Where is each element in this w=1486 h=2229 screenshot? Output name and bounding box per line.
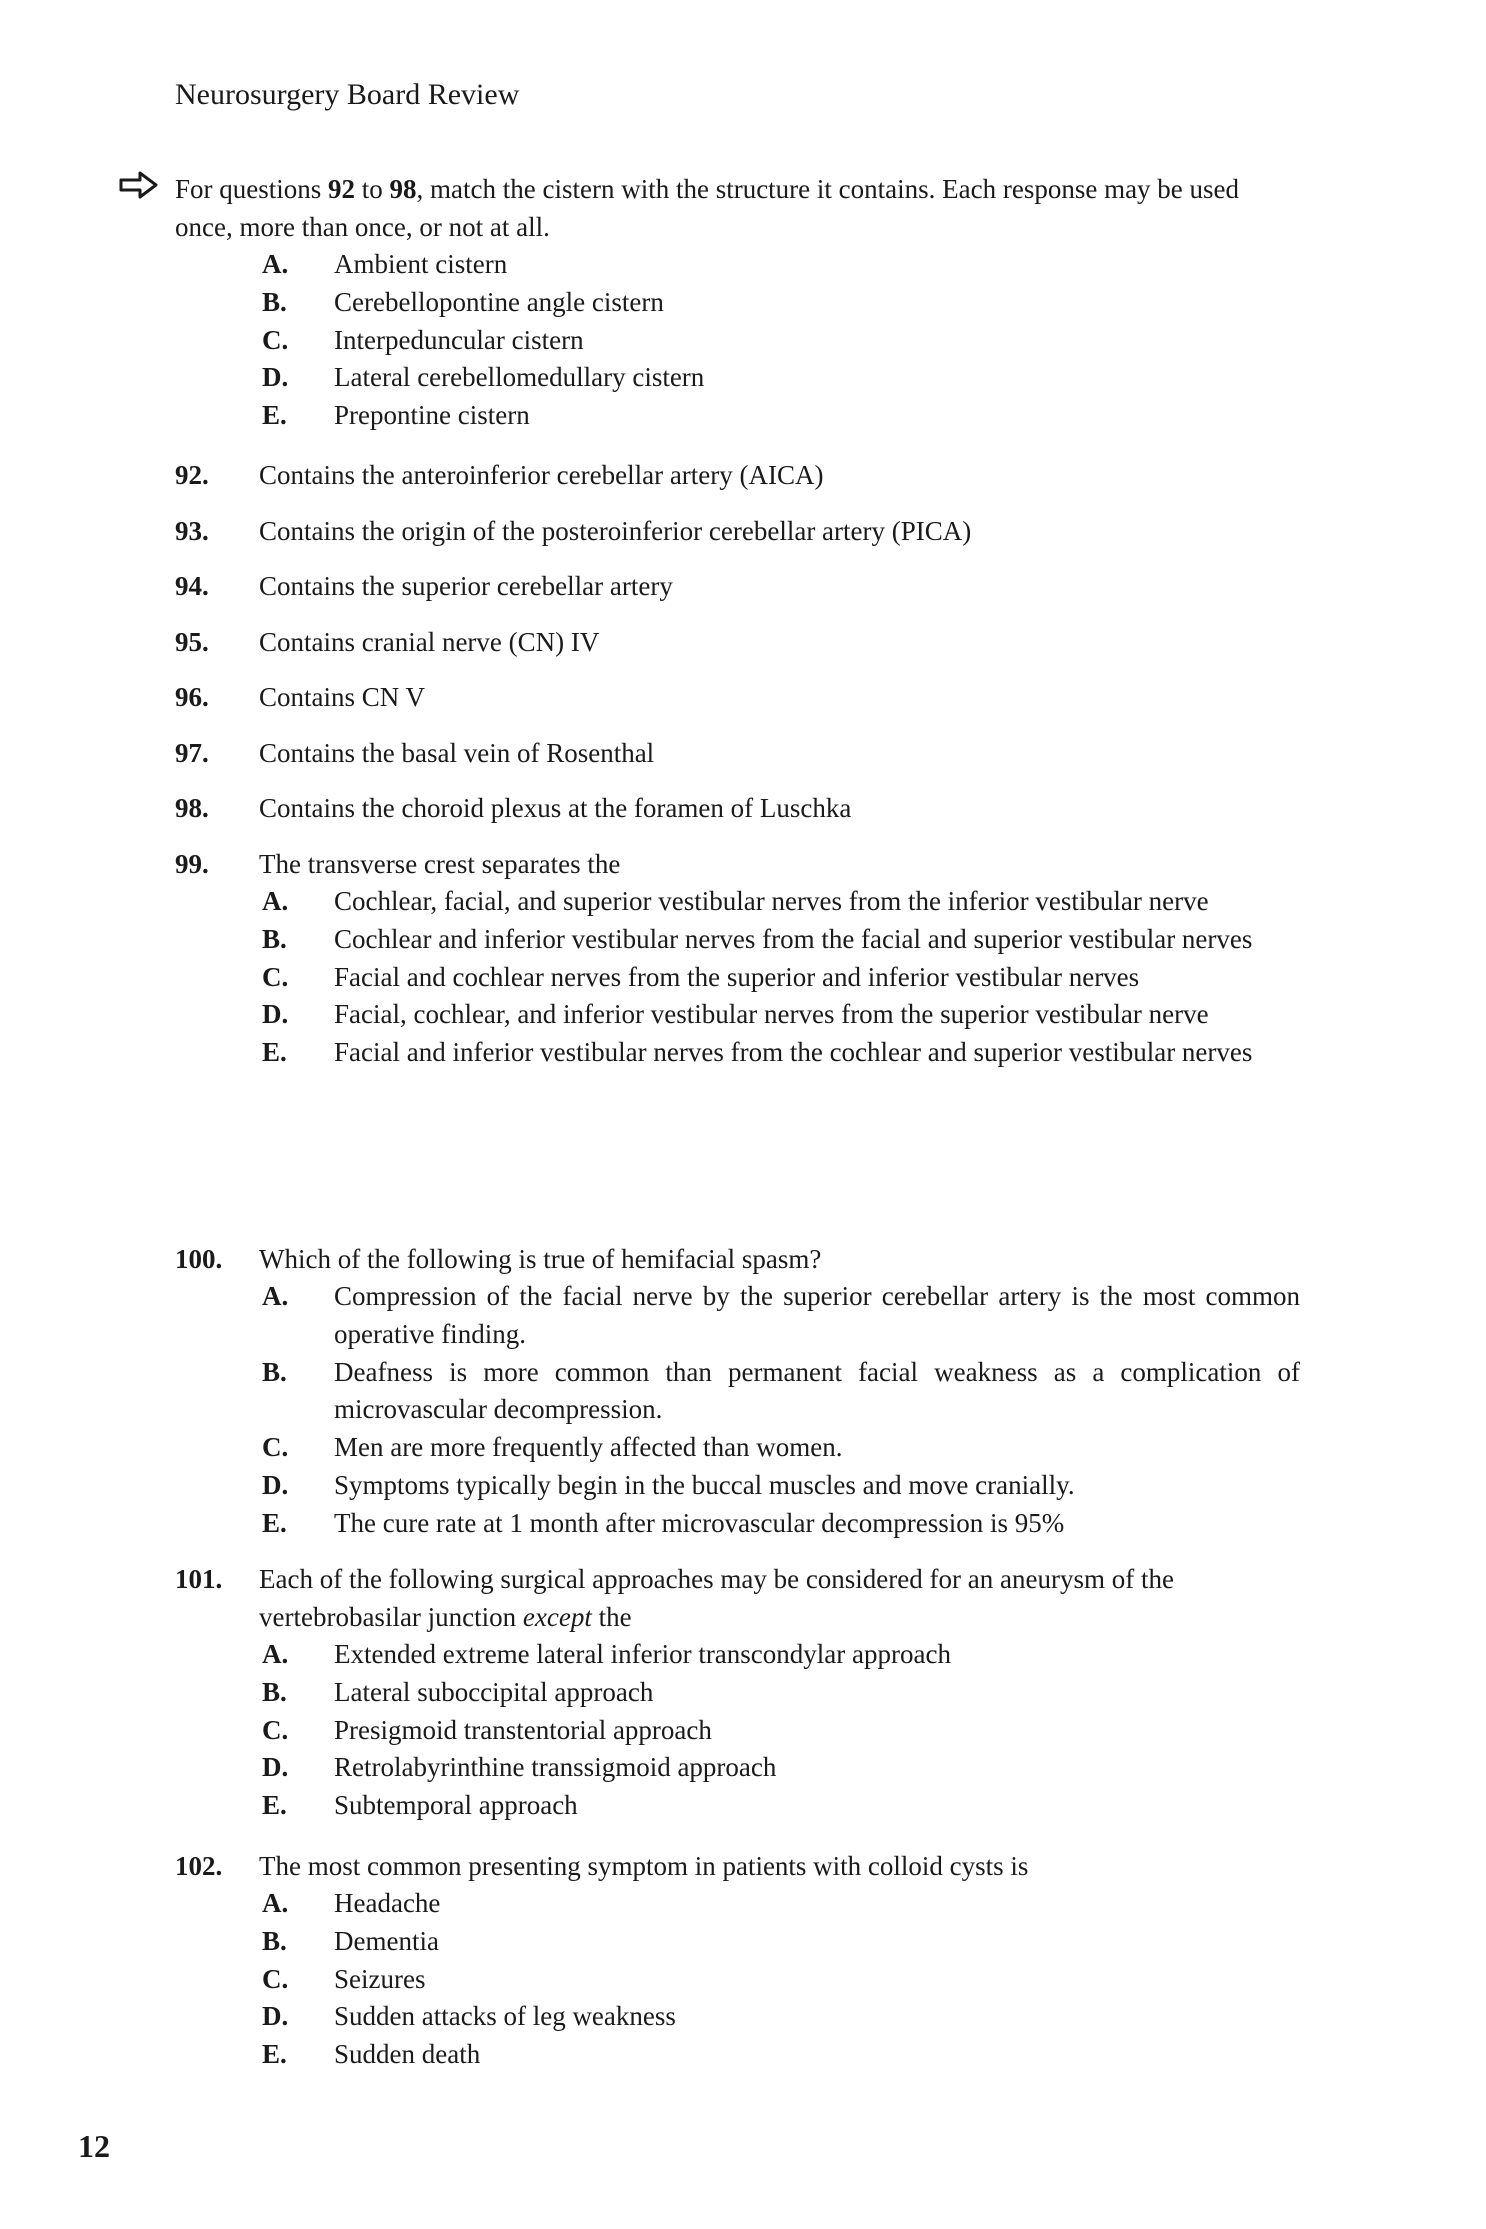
option-letter: A. xyxy=(262,249,289,279)
option-letter: B. xyxy=(262,1356,287,1387)
option-letter: D. xyxy=(262,362,289,393)
option-text: Sudden death xyxy=(334,2039,481,2070)
option-item xyxy=(262,284,1300,322)
question-93 xyxy=(175,512,1300,550)
option-item xyxy=(262,246,1300,284)
option-letter: E. xyxy=(262,1507,287,1538)
question-text: Contains the basal vein of Rosenthal xyxy=(259,738,655,768)
option-item xyxy=(262,959,1300,997)
answer-options xyxy=(262,883,1300,1072)
question-number: 92. xyxy=(175,460,209,490)
option-item xyxy=(262,1278,1300,1354)
option-text: Presigmoid transtentorial approach xyxy=(334,1714,712,1745)
option-item xyxy=(262,1961,1300,1999)
question-number: 102. xyxy=(175,1851,223,1881)
option-item xyxy=(262,1885,1300,1923)
answer-options xyxy=(262,1636,1300,1825)
option-letter: A. xyxy=(262,1639,289,1669)
question-95 xyxy=(175,623,1300,661)
option-text: Headache xyxy=(334,1888,441,1918)
option-text: Interpeduncular cistern xyxy=(334,324,584,355)
question-98 xyxy=(175,789,1300,827)
question-number: 99. xyxy=(175,849,209,879)
question-text: Contains cranial nerve (CN) IV xyxy=(259,627,600,657)
option-text: Dementia xyxy=(334,1925,439,1956)
option-text: The cure rate at 1 month after microvascular decompression is 95% xyxy=(334,1507,1065,1538)
answer-options xyxy=(262,1278,1300,1543)
option-text: Lateral cerebellomedullary cistern xyxy=(334,362,705,393)
option-item xyxy=(262,1034,1300,1072)
option-letter: B. xyxy=(262,1925,287,1956)
option-item xyxy=(262,996,1300,1034)
option-text: Symptoms typically begin in the buccal muscles and move cranially. xyxy=(334,1469,1075,1500)
question-range-end: 98 xyxy=(389,174,417,204)
option-item xyxy=(262,1712,1300,1750)
option-letter: B. xyxy=(262,286,287,317)
question-94 xyxy=(175,567,1300,605)
question-emphasis: except xyxy=(522,1602,592,1632)
option-letter: D. xyxy=(262,1752,289,1783)
question-92 xyxy=(175,456,1300,494)
question-text: Contains the origin of the posteroinferior cerebellar artery (PICA) xyxy=(259,516,972,546)
question-99 xyxy=(175,845,1300,1072)
option-text: Cochlear, facial, and superior vestibular nerves from the inferior vestibular nerve xyxy=(334,886,1209,916)
question-number: 101. xyxy=(175,1564,223,1594)
option-text: Facial, cochlear, and inferior vestibular nerves from the superior vestibular nerve xyxy=(334,999,1209,1030)
question-97 xyxy=(175,734,1300,772)
option-item xyxy=(262,322,1300,360)
answer-options xyxy=(262,1885,1300,2074)
option-letter: C. xyxy=(262,961,289,992)
option-text: Cochlear and inferior vestibular nerves from the facial and superior vestibular nerves xyxy=(334,923,1253,954)
option-text: Compression of the facial nerve by the superior cerebellar artery is the most common operative finding. xyxy=(334,1281,1300,1349)
question-text: The transverse crest separates the xyxy=(259,849,621,879)
option-text: Ambient cistern xyxy=(334,249,508,279)
option-letter: B. xyxy=(262,1676,287,1707)
question-number: 95. xyxy=(175,627,209,657)
instruction-suffix: , match the cistern with the structure it contains. Each response may be used once, more than once, or not at all. xyxy=(175,174,1240,242)
question-text: Contains CN V xyxy=(259,682,426,712)
question-101 xyxy=(175,1560,1300,1825)
option-item xyxy=(262,1467,1300,1505)
matching-instructions xyxy=(175,170,1300,435)
option-letter: C. xyxy=(262,324,289,355)
option-item xyxy=(262,1674,1300,1712)
option-text: Seizures xyxy=(334,1963,426,1994)
matching-options xyxy=(262,246,1300,435)
instruction-prefix: For questions xyxy=(175,174,329,204)
option-letter: C. xyxy=(262,1963,289,1994)
option-item xyxy=(262,397,1300,435)
question-text: The most common presenting symptom in patients with colloid cysts is xyxy=(259,1851,1029,1881)
running-header: Neurosurgery Board Review xyxy=(175,78,520,111)
option-text: Lateral suboccipital approach xyxy=(334,1676,654,1707)
question-number: 96. xyxy=(175,682,209,712)
option-letter: A. xyxy=(262,886,289,916)
option-text: Extended extreme lateral inferior transcondylar approach xyxy=(334,1639,951,1669)
option-letter: A. xyxy=(262,1888,289,1918)
question-text: Which of the following is true of hemifacial spasm? xyxy=(259,1244,822,1274)
instruction-middle: to xyxy=(355,174,390,204)
option-item xyxy=(262,1429,1300,1467)
option-letter: A. xyxy=(262,1281,289,1311)
question-range-start: 92 xyxy=(328,174,356,204)
option-item xyxy=(262,1505,1300,1543)
option-item xyxy=(262,2036,1300,2074)
question-number: 97. xyxy=(175,738,209,768)
question-number: 100. xyxy=(175,1244,223,1274)
option-letter: B. xyxy=(262,923,287,954)
question-text xyxy=(259,1560,1300,1636)
option-item xyxy=(262,1998,1300,2036)
option-text: Retrolabyrinthine transsigmoid approach xyxy=(334,1752,777,1783)
option-letter: C. xyxy=(262,1432,289,1463)
option-letter: D. xyxy=(262,2001,289,2032)
question-number: 93. xyxy=(175,516,209,546)
option-text: Sudden attacks of leg weakness xyxy=(334,2001,676,2032)
option-item xyxy=(262,1354,1300,1430)
question-number: 94. xyxy=(175,571,209,601)
option-text: Facial and cochlear nerves from the superior and inferior vestibular nerves xyxy=(334,961,1140,992)
option-letter: E. xyxy=(262,2039,287,2070)
option-text: Deafness is more common than permanent facial weakness as a complication of microvascular decompression. xyxy=(334,1356,1300,1425)
question-text-start: Each of the following surgical approaches may be considered for an aneurysm of the vertebrobasilar junction xyxy=(259,1564,1174,1632)
option-text: Subtemporal approach xyxy=(334,1790,578,1821)
question-number: 98. xyxy=(175,793,209,823)
option-letter: E. xyxy=(262,1037,287,1068)
option-text: Cerebellopontine angle cistern xyxy=(334,286,664,317)
option-letter: D. xyxy=(262,1469,289,1500)
option-text: Men are more frequently affected than women. xyxy=(334,1432,843,1463)
question-text-end: the xyxy=(591,1602,632,1632)
option-text: Facial and inferior vestibular nerves from the cochlear and superior vestibular nerves xyxy=(334,1037,1253,1068)
option-letter: E. xyxy=(262,1790,287,1821)
option-item xyxy=(262,359,1300,397)
option-item xyxy=(262,1749,1300,1787)
question-102 xyxy=(175,1847,1300,2074)
page-number: 12 xyxy=(78,2128,110,2164)
question-100 xyxy=(175,1240,1300,1543)
option-letter: D. xyxy=(262,999,289,1030)
option-item xyxy=(262,921,1300,959)
question-text: Contains the superior cerebellar artery xyxy=(259,571,673,601)
option-text: Prepontine cistern xyxy=(334,400,530,431)
option-item xyxy=(262,1636,1300,1674)
option-item xyxy=(262,1923,1300,1961)
option-letter: E. xyxy=(262,400,287,431)
question-text: Contains the anteroinferior cerebellar artery (AICA) xyxy=(259,460,824,490)
option-letter: C. xyxy=(262,1714,289,1745)
option-item xyxy=(262,1787,1300,1825)
option-item xyxy=(262,883,1300,921)
question-text: Contains the choroid plexus at the foramen of Luschka xyxy=(259,793,852,823)
right-arrow-icon xyxy=(118,170,160,200)
instruction-text xyxy=(175,170,1300,246)
question-96 xyxy=(175,678,1300,716)
